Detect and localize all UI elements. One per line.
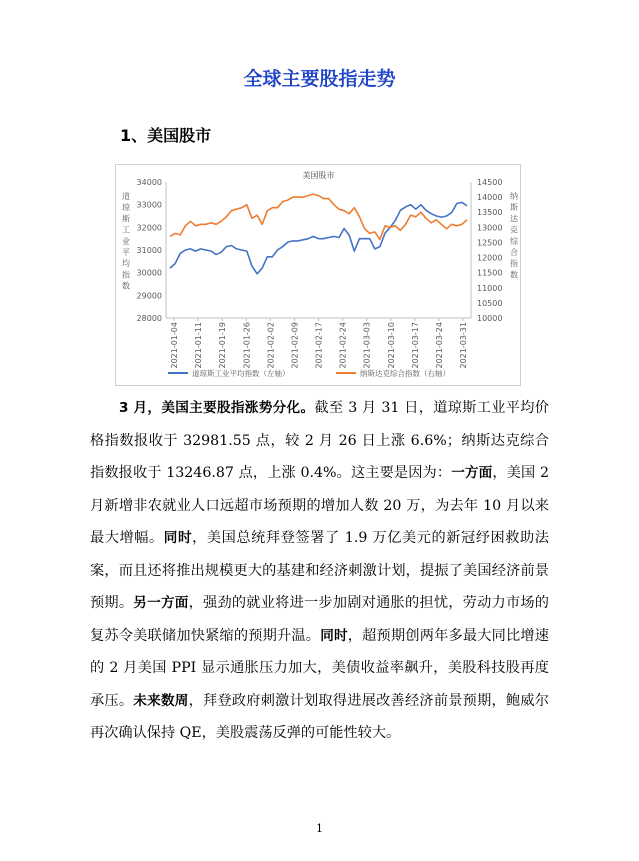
x-tick-label: 2021-02-17: [314, 322, 324, 369]
x-tick-label: 2021-03-03: [362, 322, 372, 369]
right-axis-label-char: 纳: [510, 192, 518, 201]
document-title: 全球主要股指走势: [243, 68, 396, 90]
left-tick-label: 31000: [136, 246, 162, 255]
x-tick-label: 2021-01-19: [218, 322, 228, 369]
chart-title: 美国股市: [302, 171, 335, 180]
left-axis-label-char: 斯: [122, 214, 130, 224]
body-text: [90, 392, 549, 750]
left-axis-label: [122, 191, 131, 291]
body-paragraph: [90, 392, 549, 750]
x-tick-label: 2021-03-24: [434, 322, 444, 369]
x-tick-label: 2021-01-26: [242, 322, 252, 369]
right-tick-label: 13000: [477, 223, 503, 233]
emphasis-text: 一方面: [451, 465, 493, 481]
page-number: 1: [316, 822, 323, 835]
left-axis-label-char: 业: [122, 236, 130, 246]
emphasis-text: 同时: [320, 627, 348, 644]
right-axis-label-char: 综: [510, 236, 518, 246]
section-heading: 1、美国股市: [120, 126, 212, 145]
x-tick-label: 2021-03-17: [410, 322, 420, 369]
nasdaq-series-line: [170, 194, 467, 239]
x-tick-label: 2021-02-09: [290, 322, 300, 369]
body-text-run: 截至 3 月 31 日，道琼斯工业平均价格指数报收于 32981.55 点，较 2 月 26 日上涨 6.6%；纳斯达克综合指数报收于 13246.87 点，上涨 0.4%。这主要是因为：: [90, 400, 549, 481]
x-tick-label: 2021-03-31: [459, 322, 468, 369]
left-axis-label-char: 均: [122, 259, 130, 269]
emphasis-text: 同时: [163, 530, 193, 546]
left-tick-label: 28000: [136, 314, 162, 323]
right-tick-label: 10000: [477, 314, 503, 323]
emphasis-text: 另一方面: [133, 595, 189, 611]
left-tick-label: 34000: [136, 178, 162, 187]
right-tick-label: 12500: [477, 238, 503, 248]
right-axis-label-char: 斯: [510, 203, 518, 213]
emphasis-text: 3 月，美国主要股指涨势分化。: [119, 400, 315, 416]
right-tick-label: 11000: [477, 283, 503, 293]
left-tick-label: 33000: [136, 200, 162, 210]
body-text-run: ，美国总统拜登签署了 1.9 万亿美元的新冠纾困救助法案，而且还将推出规模更大的基建和经济刺激计划，提振了美国经济前景预期。: [90, 530, 549, 611]
left-axis-label-char: 工: [122, 225, 130, 235]
body-text-run: ，拜登政府刺激计划取得进展改善经济前景预期，鲍威尔再次确认保持 QE，美股震荡反弹的可能性较大。: [90, 692, 549, 741]
right-axis-label: [510, 191, 519, 279]
x-tick-label: 2021-02-24: [338, 322, 348, 369]
right-tick-label: 14500: [477, 178, 503, 187]
emphasis-text: 未来数周: [133, 692, 189, 709]
left-tick-label: 29000: [136, 291, 162, 301]
left-axis-label-char: 道: [122, 192, 130, 201]
stock-chart: [115, 164, 521, 386]
body-text-run: ，超预期创两年多最大同比增速的 2 月美国 PPI 显示通胀压力加大，美债收益率飙升，美股科技股再度承压。: [90, 627, 549, 709]
right-tick-label: 12000: [477, 253, 503, 263]
right-tick-label: 14000: [477, 193, 503, 203]
right-axis-label-char: 克: [510, 225, 518, 235]
x-tick-label: 2021-03-10: [386, 322, 396, 369]
x-tick-label: 2021-01-04: [170, 322, 179, 369]
body-text-run: ，强劲的就业将进一步加剧对通胀的担忧，劳动力市场的复苏令美联储加快紧缩的预期升温。: [90, 595, 549, 644]
left-axis-label-char: 指: [122, 270, 130, 280]
left-axis-label-char: 数: [122, 281, 130, 291]
x-tick-label: 2021-01-11: [194, 322, 204, 369]
stock-chart-svg: [116, 165, 522, 387]
x-tick-label: 2021-02-02: [266, 322, 276, 369]
legend-label-dow: 道琼斯工业平均指数（左轴）: [192, 369, 290, 378]
left-tick-label: 30000: [136, 268, 162, 278]
right-tick-label: 13500: [477, 208, 503, 218]
body-text-run: ，美国 2 月新增非农就业人口远超市场预期的增加人数 20 万，为去年 10 月以来最大增幅。: [90, 465, 549, 546]
right-axis-label-char: 达: [510, 214, 518, 224]
right-axis-label-char: 指: [510, 259, 518, 269]
right-axis-label-char: 数: [510, 270, 518, 280]
left-tick-label: 32000: [136, 223, 162, 233]
left-axis-label-char: 平: [122, 248, 130, 257]
right-tick-label: 10500: [477, 298, 503, 308]
right-axis-label-char: 合: [510, 248, 518, 257]
right-tick-label: 11500: [477, 268, 503, 278]
legend-label-nasdaq: 纳斯达克综合指数（右轴）: [360, 369, 450, 378]
left-axis-label-char: 琼: [122, 203, 130, 213]
